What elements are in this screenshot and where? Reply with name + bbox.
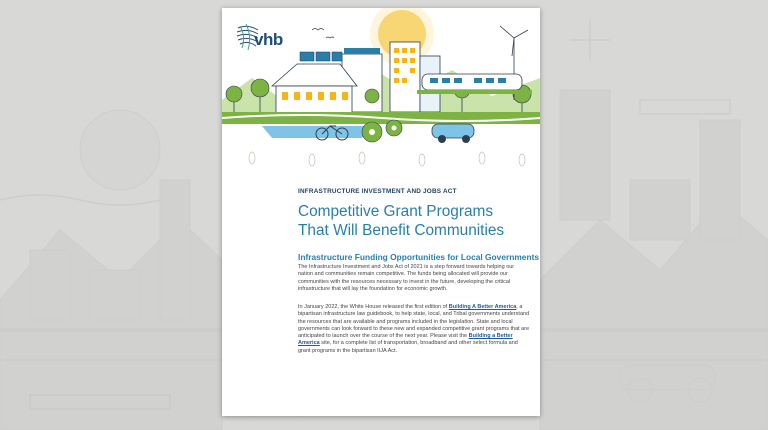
p2-text-a: In January 2022, the White House released the first edition of [298,304,449,310]
building-better-america-link-2[interactable]: Building a Better America [298,333,513,347]
car-icon [432,124,474,143]
eyebrow-label: INFRASTRUCTURE INVESTMENT AND JOBS ACT [298,188,457,195]
section-subheading: Infrastructure Funding Opportunities for Local Governments [298,252,540,262]
building-better-america-link-1[interactable]: Building A Better America [448,304,517,310]
document-page [222,8,540,416]
page-title [298,202,533,240]
title-line-2: That Will Benefit Communities [298,222,505,239]
p2-text-c: site, for a complete list of transportation, broadband and other select formula and grant programs in the bipartisan IIJA Act. [298,340,518,354]
paragraph-2 [298,304,530,355]
title-line-1: Competitive Grant Programs [298,203,494,220]
p2-text-b: , a bipartisan infrastructure law guidebook, to help state, local, and Tribal governments understand the resources that are available and programs included in the legislation. State and local governments can look forward to these new and expanded competitive grant programs that are anticipated to launch over the course of the next year. Please visit the [298,304,530,340]
paragraph-1: The Infrastructure Investment and Jobs Act of 2021 is a step forward towards helping our nation and communities remain competitive. The funds being allocated will provide our communities with the resources necessary to invest in the future, developing the critical infrastructure that will lay the foundation for economic growth. [298,264,515,292]
logo-text: vhb [254,30,283,49]
